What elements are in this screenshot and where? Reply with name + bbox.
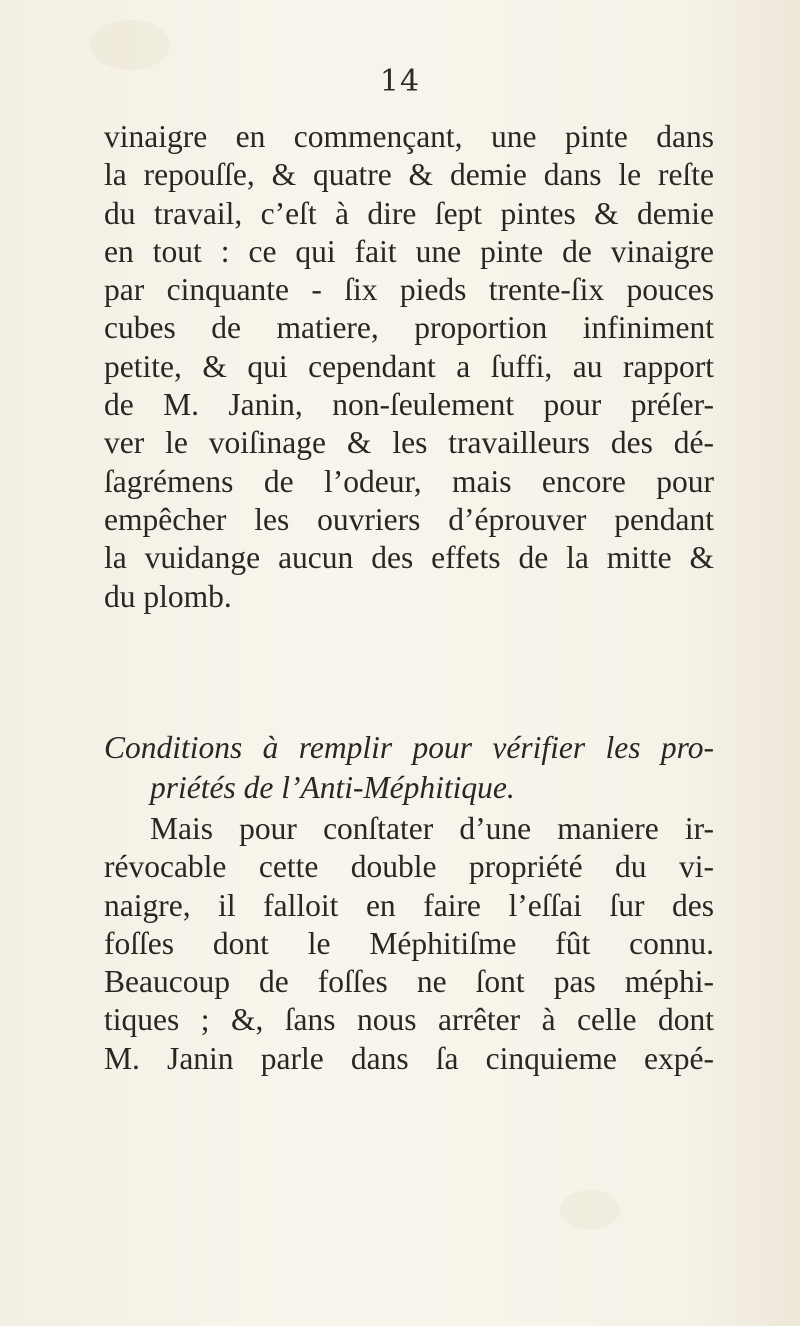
text-line: du plomb. bbox=[104, 578, 232, 614]
text-line: la vuidange aucun des effets de la mitte & bbox=[104, 540, 714, 576]
paper-stain bbox=[560, 1190, 620, 1230]
text-line: tiques ; &, ſans nous arrêter à celle dont bbox=[104, 1002, 714, 1038]
text-line: révocable cette double propriété du vi- bbox=[104, 849, 714, 885]
text-line: petite, & qui cependant a ſuffi, au rapport bbox=[104, 348, 714, 384]
text-line: naigre, il falloit en faire l’eſſai ſur des bbox=[104, 887, 714, 923]
section-heading bbox=[104, 728, 714, 808]
text-line: cubes de matiere, proportion infiniment bbox=[104, 310, 714, 346]
text-line: M. Janin parle dans ſa cinquieme expé- bbox=[104, 1040, 714, 1076]
text-line: ſagrémens de l’odeur, mais encore pour bbox=[104, 463, 714, 499]
text-line: Beaucoup de foſſes ne ſont pas méphi- bbox=[104, 964, 714, 1000]
paragraph-2 bbox=[104, 810, 714, 1078]
paragraph-1 bbox=[104, 118, 714, 616]
text-line: Mais pour conſtater d’une maniere ir- bbox=[150, 811, 714, 846]
text-line: du travail, c’eſt à dire ſept pintes & demie bbox=[104, 195, 714, 231]
text-line: ver le voiſinage & les travailleurs des dé- bbox=[104, 425, 714, 461]
text-line: foſſes dont le Méphitiſme fût connu. bbox=[104, 925, 714, 961]
text-line: en tout : ce qui fait une pinte de vinaigre bbox=[104, 233, 714, 269]
paper-stain bbox=[90, 20, 170, 70]
text-line: vinaigre en commençant, une pinte dans bbox=[104, 119, 714, 154]
heading-line: Conditions à remplir pour vérifier les pro- bbox=[104, 730, 714, 765]
text-line: empêcher les ouvriers d’éprouver pendant bbox=[104, 501, 714, 537]
text-line: la repouſſe, & quatre & demie dans le reſte bbox=[104, 157, 714, 193]
text-line: par cinquante - ſix pieds trente-ſix pouces bbox=[104, 272, 714, 308]
heading-line: priétés de l’Anti-Méphitique. bbox=[150, 770, 515, 805]
page-number: 14 bbox=[379, 64, 421, 99]
text-line: de M. Janin, non-ſeulement pour préſer- bbox=[104, 387, 714, 423]
